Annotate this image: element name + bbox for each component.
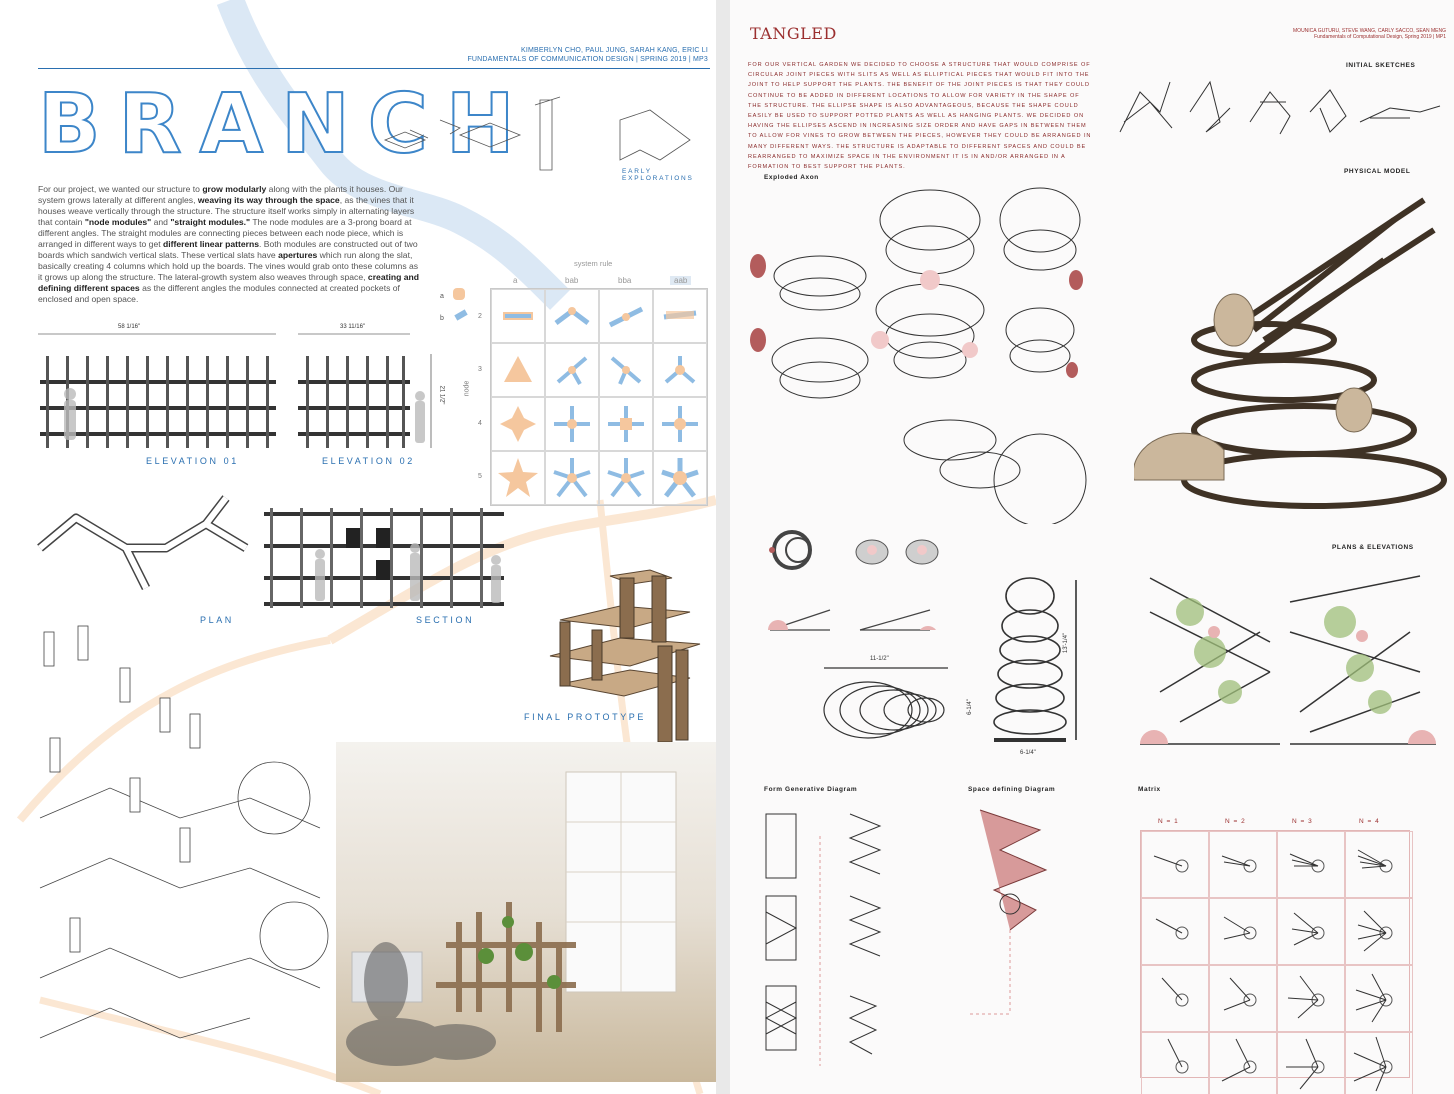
tangled-exploded-axon: [750, 180, 1120, 524]
early-explorations-label: EARLY EXPLORATIONS: [622, 168, 694, 182]
matrix-cell: [491, 289, 545, 343]
physical-model-photo: [1134, 180, 1454, 510]
space-defining-heading: Space defining Diagram: [968, 786, 1056, 793]
matrix-col-n2: N = 2: [1225, 818, 1246, 825]
initial-sketches: [1110, 72, 1450, 142]
matrix-cell: [653, 289, 707, 343]
branch-intro: For our project, we wanted our structure to grow modularly along with the plants it houses. Our system grows laterally at different angles, weaving its way through the space, as the vines that it houses weave vertically through the structure. The structure itself works simply in alternating layers that contain "node modules" and "straight modules." The node modules are a 3-prong board at different angles. The straight modules are connecting pieces between each node piece, which is arranged in different ways to get different linear patterns. Both modules are constructed out of two boards which sandwich vertical slats. These vertical slats have apertures which run along the slat, basically creating 4 columns which hold up the boards. The vines would grab onto these columns as it grows up along the structure. The lateral-growth system also weaves through space, creating and defining different spaces as the different angles the modules connected at created pockets of enclosed and open space.: [38, 184, 420, 304]
branch-authors: KIMBERLYN CHO, PAUL JUNG, SARAH KANG, ERIC LI FUNDAMENTALS OF COMMUNICATION DESIGN | SPRING 2019 | MP3: [467, 47, 708, 63]
matrix-heading: Matrix: [1138, 786, 1161, 793]
physical-model-heading: PHYSICAL MODEL: [1344, 168, 1411, 175]
form-generative-heading: Form Generative Diagram: [764, 786, 858, 793]
matrix-cell: [1209, 831, 1277, 898]
final-prototype-label: FINAL PROTOTYPE: [524, 712, 647, 722]
matrix-cell: [491, 451, 545, 505]
section-label: SECTION: [416, 615, 475, 625]
matrix-cell: [545, 343, 599, 397]
legend-a: a: [440, 293, 444, 300]
matrix-row-axis: node: [463, 380, 471, 397]
matrix-cell: [1345, 1032, 1413, 1094]
matrix-cell: [545, 289, 599, 343]
matrix-cell: [1277, 898, 1345, 965]
tangled-title: TANGLED: [750, 24, 837, 43]
matrix-cell: [653, 451, 707, 505]
matrix-col-n1: N = 1: [1158, 818, 1179, 825]
matrix-col-a: a: [513, 276, 518, 285]
dimension-small: 6-1/4": [966, 699, 973, 715]
matrix-cell: [1209, 1032, 1277, 1094]
dimension-tall: 13'-1/4": [1063, 632, 1070, 654]
tangled-matrix-grid: [1140, 830, 1410, 1078]
legend-a-node-shape: [453, 288, 465, 300]
system-rule-title: system rule: [574, 259, 613, 268]
tangled-poster: [730, 0, 1454, 1094]
matrix-cell: [1277, 1032, 1345, 1094]
dimension-base: 6-1/4": [1020, 750, 1036, 756]
space-defining-diagram: [970, 800, 1060, 1020]
matrix-col-bba: bba: [618, 276, 632, 285]
interior-render-scene: [336, 742, 716, 1082]
matrix-cell: [1277, 831, 1345, 898]
matrix-cell: [1345, 965, 1413, 1032]
matrix-row-3: 3: [478, 366, 482, 373]
matrix-row-4: 4: [478, 420, 482, 427]
matrix-cell: [1141, 1032, 1209, 1094]
dimension-width: 11-1/2": [870, 656, 889, 662]
early-exploration-sketches: [380, 90, 716, 200]
elevation-02-label: ELEVATION 02: [322, 456, 415, 466]
legend-b: b: [440, 315, 444, 322]
tangled-authors: MOUNICA GUTURU, STEVE WANG, CARLY SACCO, SEAN MENG Fundamentals of Computational Design, Spring 2019 | MP1: [1293, 28, 1446, 40]
matrix-cell: [545, 451, 599, 505]
matrix-col-n3: N = 3: [1292, 818, 1313, 825]
matrix-cell: [653, 343, 707, 397]
plans-elevations-heading: PLANS & ELEVATIONS: [1332, 544, 1414, 551]
plan-label: PLAN: [200, 615, 234, 625]
exploded-axon-drawing: [30, 618, 330, 1078]
slope-details: [760, 596, 940, 636]
matrix-cell: [599, 289, 653, 343]
elevation-drawings: [36, 330, 446, 454]
elevation-01-label: ELEVATION 01: [146, 456, 239, 466]
exploded-axon-heading: Exploded Axon: [764, 174, 819, 181]
joint-details: [762, 530, 942, 580]
matrix-cell: [545, 397, 599, 451]
matrix-cell: [1277, 965, 1345, 1032]
interior-render: [336, 742, 716, 1082]
matrix-cell: [1141, 965, 1209, 1032]
matrix-cell: [599, 451, 653, 505]
branch-poster: [0, 0, 716, 1094]
matrix-row-2: 2: [478, 313, 482, 320]
matrix-cell: [1209, 965, 1277, 1032]
matrix-cell: [1141, 898, 1209, 965]
matrix-col-bab: bab: [565, 276, 579, 285]
form-generative-diagram: [760, 806, 900, 1076]
matrix-cell: [1345, 898, 1413, 965]
branch-title: BRANCH: [38, 77, 533, 172]
matrix-cell: [599, 397, 653, 451]
matrix-cell: [1345, 831, 1413, 898]
matrix-cell: [1209, 898, 1277, 965]
matrix-cell: [491, 343, 545, 397]
matrix-cell: [599, 343, 653, 397]
matrix-cell: [491, 397, 545, 451]
header-rule: [38, 68, 710, 69]
plan-ellipses: [818, 664, 958, 744]
plans-elevations-drawings: [1140, 572, 1436, 748]
plan-drawing: [36, 488, 256, 608]
matrix-col-aab: aab: [670, 276, 691, 285]
matrix-cell: [653, 397, 707, 451]
dimension-height: 21 1/2": [438, 385, 445, 405]
matrix-row-5: 5: [478, 473, 482, 480]
tangled-intro: FOR OUR VERTICAL GARDEN WE DECIDED TO CHOOSE A STRUCTURE THAT WOULD COMPRISE OF CIRCULAR JOINT PIECES WITH SLITS AS WELL AS ELLIPTICAL PIECES THAT WOULD FIT INTO THE JOINT TO HELP SUPPORT THE PLANTS. THE BENEFIT OF THE JOINT PIECES IS THAT THEY COULD CONTINUE TO BE ADDED IN DIFFERENT LOCATIONS TO ALLOW FOR VARIETY IN THE SHAPE OF THE STRUCTURE. THE ELLIPSE SHAPE IS ALSO ADVANTAGEOUS, BECAUSE THE SHAPE COULD EASILY BE USED TO SUPPORT POTTED PLANTS AS WELL AS HANGING PLANTS. WE DECIDED ON HAVING THE ELLIPSES ASCEND IN INCREASING SIZE ORDER AND HAVE GAPS IN BETWEEN THEM TO ALLOW FOR VINES TO GROW BETWEEN THE PIECES, HOWEVER THEY COULD BE ARRANGED IN MANY DIFFERENT WAYS. THE STRUCTURE IS ADAPTABLE TO DIFFERENT SPACES AND COULD BE REARRANGED TO MAXIMIZE SPACE IN THE ENVIRONMENT IT IS IN AND/OR ARRANGED IN A FORMATION TO BEST SUPPORT THE PLANTS.: [748, 62, 1092, 171]
section-drawing: [260, 498, 510, 610]
matrix-col-n4: N = 4: [1359, 818, 1380, 825]
elevation-stack: [990, 576, 1090, 746]
dimension-right: 33 11/16": [340, 324, 366, 330]
matrix-cell: [1141, 831, 1209, 898]
dimension-left: 58 1/16": [118, 324, 141, 330]
initial-sketches-heading: INITIAL SKETCHES: [1346, 62, 1416, 69]
system-rule-matrix: [490, 288, 708, 506]
